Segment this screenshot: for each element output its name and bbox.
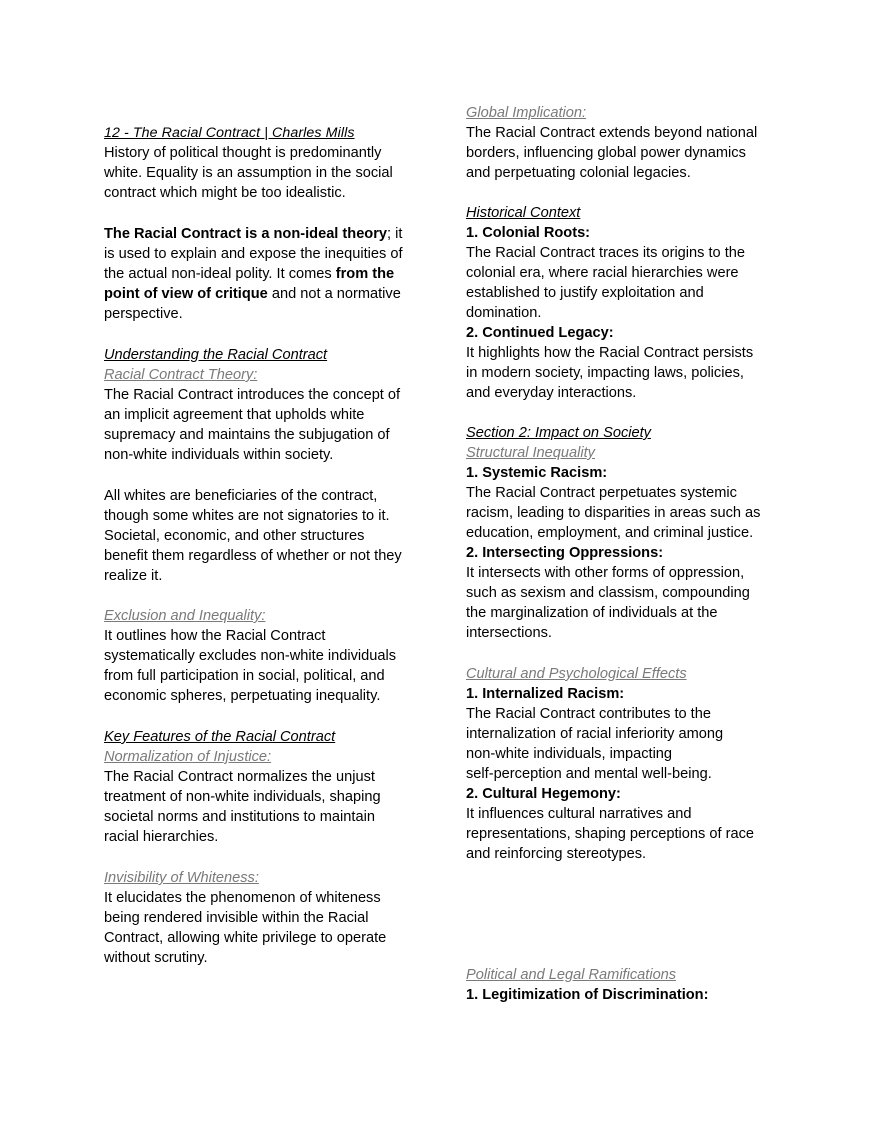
bold-phrase: 1. Systemic Racism: (466, 465, 608, 481)
text-run: ; it (387, 226, 403, 242)
paragraph-line (104, 264, 434, 284)
paragraph-line: societal norms and institutions to maintain (104, 809, 375, 825)
intro-line: white. Equality is an assumption in the social (104, 165, 393, 181)
paragraph-line: It elucidates the phenomenon of whiteness (104, 890, 381, 906)
paragraph-line: self-perception and mental well-being. (466, 766, 712, 782)
paragraph-line: and everyday interactions. (466, 385, 637, 401)
key-features-section (104, 727, 434, 847)
section-heading: Understanding the Racial Contract (104, 347, 328, 363)
paragraph-line: is used to explain and expose the inequities of (104, 246, 403, 262)
nonideal-paragraph (104, 224, 434, 324)
exclusion-section (104, 606, 434, 706)
subheading: Racial Contract Theory: (104, 367, 258, 383)
text-run: and not a normative (267, 286, 401, 302)
text-run: the actual non-ideal polity. It comes (104, 266, 336, 282)
subheading: Invisibility of Whiteness: (104, 870, 259, 886)
subheading: Political and Legal Ramifications (466, 967, 677, 983)
paragraph-line: established to justify exploitation and (466, 285, 704, 301)
bold-phrase: 1. Colonial Roots: (466, 225, 591, 241)
invisibility-section (104, 868, 434, 968)
bold-phrase: The Racial Contract is a non-ideal theory (104, 226, 388, 242)
section-heading: Key Features of the Racial Contract (104, 729, 336, 745)
paragraph-line: though some whites are not signatories to it. (104, 508, 390, 524)
paragraph-line: It influences cultural narratives and (466, 806, 692, 822)
paragraph-line: domination. (466, 305, 542, 321)
intro-line: History of political thought is predominantly (104, 145, 382, 161)
subheading: Structural Inequality (466, 445, 595, 461)
paragraph-line: supremacy and maintains the subjugation of (104, 427, 390, 443)
bold-phrase: 1. Internalized Racism: (466, 686, 625, 702)
bold-phrase: 2. Cultural Hegemony: (466, 786, 621, 802)
paragraph-line (104, 284, 434, 304)
paragraph-line: non-white individuals, impacting (466, 746, 673, 762)
understanding-section (104, 345, 434, 465)
paragraph-line: an implicit agreement that upholds white (104, 407, 365, 423)
document-title-block (104, 123, 434, 203)
paragraph-line: The Racial Contract contributes to the (466, 706, 711, 722)
paragraph-line: The Racial Contract introduces the concept of (104, 387, 401, 403)
paragraph-line: The Racial Contract traces its origins to the (466, 245, 746, 261)
paragraph-line: and reinforcing stereotypes. (466, 846, 647, 862)
paragraph-line: realize it. (104, 568, 163, 584)
paragraph-line: It highlights how the Racial Contract persists (466, 345, 754, 361)
list-item-title (466, 985, 806, 1005)
section-heading: Historical Context (466, 205, 581, 221)
paragraph-line: non-white individuals within society. (104, 447, 334, 463)
bold-phrase: 2. Continued Legacy: (466, 325, 614, 341)
list-item-title (466, 684, 806, 704)
paragraph-line: treatment of non-white individuals, shaping (104, 789, 381, 805)
paragraph-line: colonial era, where racial hierarchies were (466, 265, 739, 281)
list-item-title (466, 543, 806, 563)
paragraph-line: Contract, allowing white privilege to operate (104, 930, 387, 946)
paragraph-line: without scrutiny. (104, 950, 208, 966)
paragraph-line: It intersects with other forms of oppression, (466, 565, 745, 581)
paragraph-line: such as sexism and classism, compounding (466, 585, 750, 601)
paragraph-line: education, employment, and criminal justice. (466, 525, 754, 541)
cultural-effects-section (466, 664, 806, 864)
paragraph-line: The Racial Contract normalizes the unjust (104, 769, 375, 785)
paragraph-line: The Racial Contract perpetuates systemic (466, 485, 737, 501)
paragraph-line: borders, influencing global power dynamics (466, 145, 746, 161)
paragraph-line: racial hierarchies. (104, 829, 219, 845)
global-implication-section (466, 103, 806, 183)
subheading: Normalization of Injustice: (104, 749, 272, 765)
paragraph-line: The Racial Contract extends beyond national (466, 125, 758, 141)
bold-phrase: 2. Intersecting Oppressions: (466, 545, 664, 561)
paragraph-line (104, 224, 434, 244)
subheading: Cultural and Psychological Effects (466, 666, 687, 682)
list-item-title (466, 223, 806, 243)
bold-phrase: from the (335, 266, 395, 282)
paragraph-line: economic spheres, perpetuating inequality. (104, 688, 381, 704)
intro-line: contract which might be too idealistic. (104, 185, 346, 201)
list-item-title (466, 323, 806, 343)
paragraph-line: and perpetuating colonial legacies. (466, 165, 691, 181)
paragraph-line: Societal, economic, and other structures (104, 528, 365, 544)
political-legal-section (466, 965, 806, 1005)
bold-phrase: 1. Legitimization of Discrimination: (466, 987, 709, 1003)
paragraph-line: benefit them regardless of whether or not they (104, 548, 402, 564)
paragraph-line: systematically excludes non-white individuals (104, 648, 397, 664)
list-item-title (466, 463, 806, 483)
paragraph-line: intersections. (466, 625, 552, 641)
paragraph-line: being rendered invisible within the Racial (104, 910, 369, 926)
subheading: Exclusion and Inequality: (104, 608, 266, 624)
subheading: Global Implication: (466, 105, 587, 121)
section-heading: Section 2: Impact on Society (466, 425, 651, 441)
paragraph-line: racism, leading to disparities in areas such as (466, 505, 761, 521)
paragraph-line: from full participation in social, political, and (104, 668, 385, 684)
paragraph-line: It outlines how the Racial Contract (104, 628, 326, 644)
document-title: 12 - The Racial Contract | Charles Mills (104, 125, 355, 141)
impact-section (466, 423, 806, 643)
paragraph-line: All whites are beneficiaries of the contract, (104, 488, 378, 504)
historical-context-section (466, 203, 806, 403)
paragraph-line: the marginalization of individuals at the (466, 605, 718, 621)
beneficiaries-paragraph (104, 486, 434, 586)
paragraph-line: internalization of racial inferiority among (466, 726, 724, 742)
list-item-title (466, 784, 806, 804)
paragraph-line: in modern society, impacting laws, policies, (466, 365, 744, 381)
paragraph-line: perspective. (104, 306, 183, 322)
bold-phrase: point of view of critique (104, 286, 268, 302)
paragraph-line: representations, shaping perceptions of race (466, 826, 754, 842)
